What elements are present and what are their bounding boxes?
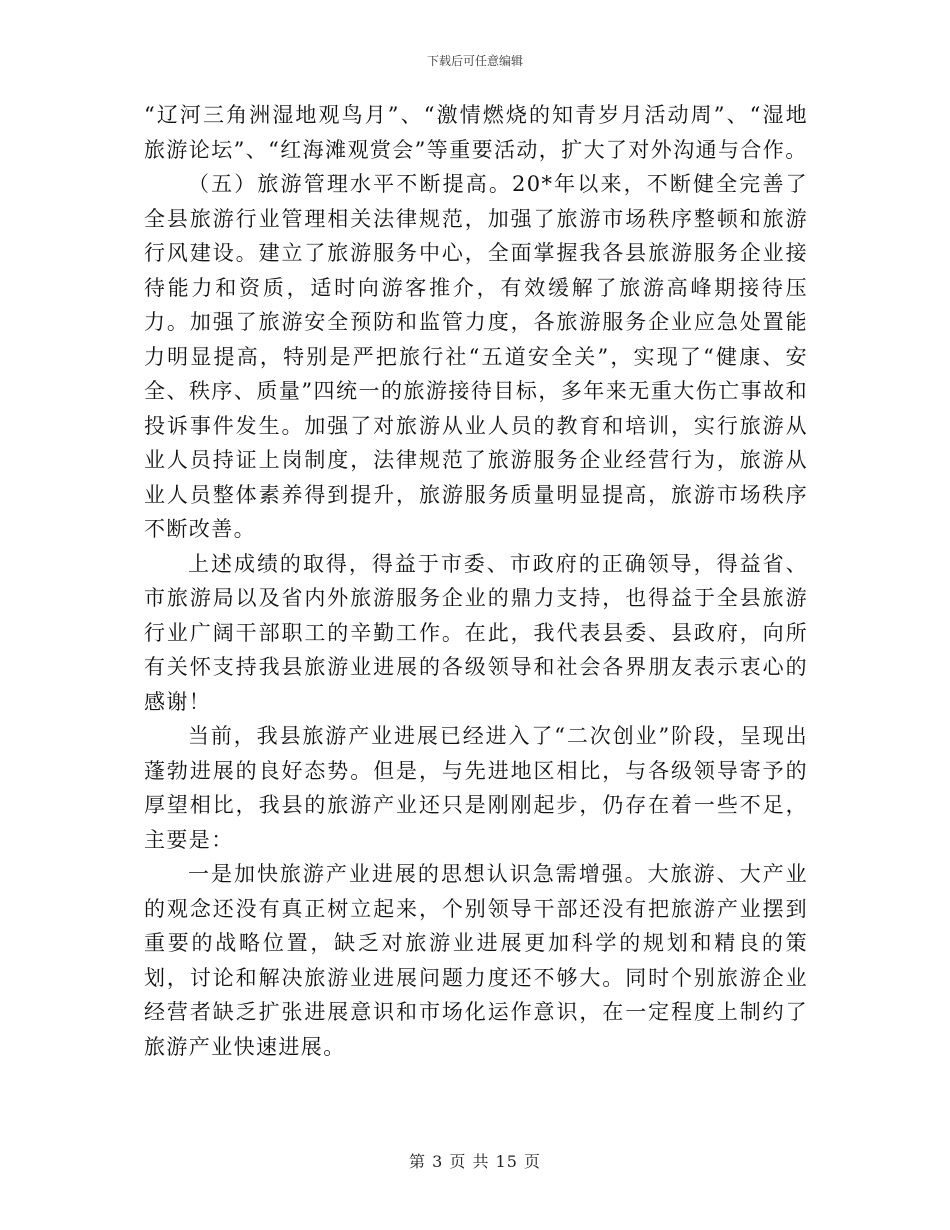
paragraph: 当前，我县旅游产业进展已经进入了“二次创业”阶段，呈现出蓬勃进展的良好态势。但是，与先进地区相比，与各级领导寄予的厚望相比，我县的旅游产业还只是刚刚起步，仍存在着一些不足，主要是： bbox=[144, 724, 808, 852]
paragraph: “辽河三角洲湿地观鸟月”、“激情燃烧的知青岁月活动周”、“湿地旅游论坛”、“红海滩观赏会”等重要活动，扩大了对外沟通与合作。 bbox=[144, 103, 808, 162]
page-header-note: 下载后可任意编辑 bbox=[426, 54, 523, 68]
paragraph: 上述成绩的取得，得益于市委、市政府的正确领导，得益省、市旅游局以及省内外旅游服务企业的鼎力支持，也得益于全县旅游行业广阔干部职工的辛勤工作。在此，我代表县委、县政府，向所有关怀支持我县旅游业进展的各级领导和社会各界朋友表示衷心的感谢！ bbox=[144, 551, 808, 714]
paragraph: 一是加快旅游产业进展的思想认识急需增强。大旅游、大产业的观念还没有真正树立起来，个别领导干部还没有把旅游产业摆到重要的战略位置，缺乏对旅游业进展更加科学的规划和精良的策划，讨论和解决旅游业进展问题力度还不够大。同时个别旅游企业经营者缺乏扩张进展意识和市场化运作意识，在一定程度上制约了旅游产业快速进展。 bbox=[144, 862, 808, 1059]
page-number-footer: 第 3 页 共 15 页 bbox=[409, 1152, 541, 1171]
document-body bbox=[144, 98, 808, 1064]
paragraph: （五）旅游管理水平不断提高。20*年以来，不断健全完善了全县旅游行业管理相关法律规范，加强了旅游市场秩序整顿和旅游行风建设。建立了旅游服务中心，全面掌握我各县旅游服务企业接待能力和资质，适时向游客推介，有效缓解了旅游高峰期接待压力。加强了旅游安全预防和监管力度，各旅游服务企业应急处置能力明显提高，特别是严把旅行社“五道安全关”，实现了“健康、安全、秩序、质量”四统一的旅游接待目标，多年来无重大伤亡事故和投诉事件发生。加强了对旅游从业人员的教育和培训，实行旅游从业人员持证上岗制度，法律规范了旅游服务企业经营行为，旅游从业人员整体素养得到提升，旅游服务质量明显提高，旅游市场秩序不断改善。 bbox=[144, 172, 808, 541]
